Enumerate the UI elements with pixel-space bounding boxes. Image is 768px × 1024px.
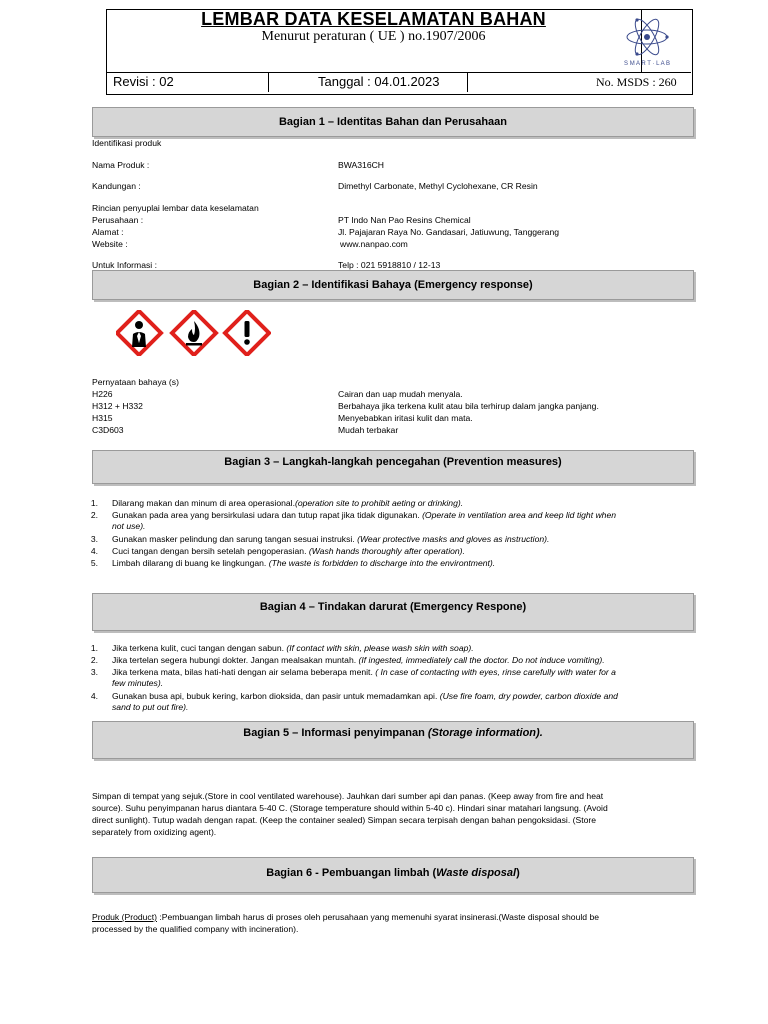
item-translation: (If ingested, immediately call the doctor. Do not induce vomiting). bbox=[358, 655, 605, 665]
item-number: 1. bbox=[90, 643, 98, 653]
section-5-title: Bagian 5 – Informasi penyimpanan bbox=[243, 727, 428, 739]
section-1-heading: Bagian 1 – Identitas Bahan dan Perusahaan bbox=[92, 107, 694, 137]
exclamation-icon bbox=[225, 311, 269, 355]
item-text: Jika terkena kulit, cuci tangan dengan sabun. bbox=[112, 643, 284, 653]
section-6-title-close: ) bbox=[516, 867, 520, 879]
item-translation: (If contact with skin, please wash skin with soap). bbox=[286, 643, 474, 653]
item-translation: (Operate in ventilation area and keep lid tight when bbox=[422, 510, 617, 520]
website-link[interactable]: www.nanpao.com bbox=[340, 239, 408, 249]
flammable-icon bbox=[172, 311, 216, 355]
list-item bbox=[84, 558, 684, 570]
section-6-title-english: Waste disposal bbox=[436, 867, 517, 879]
storage-line: separately from oxidizing agent). bbox=[92, 827, 217, 837]
svg-text:S M A R T · L A B: S M A R T · L A B bbox=[624, 61, 670, 67]
msds-number: No. MSDS : 260 bbox=[596, 75, 677, 89]
company-value: PT Indo Nan Pao Resins Chemical bbox=[338, 215, 471, 225]
product-identification: Identifikasi produk bbox=[92, 138, 162, 148]
item-translation: (Wear protective masks and gloves as instruction). bbox=[357, 534, 550, 544]
item-translation: ( In case of contacting with eyes, rinse carefully with water for a bbox=[375, 667, 616, 677]
item-number: 3. bbox=[90, 667, 98, 677]
date-label: Tanggal : 04.01.2023 bbox=[318, 74, 440, 89]
item-text: Jika tertelan segera hubungi dokter. Jangan mealsakan muntah. bbox=[112, 655, 357, 665]
section-3-heading: Bagian 3 – Langkah-langkah pencegahan (Prevention measures) bbox=[92, 450, 694, 484]
list-item bbox=[84, 643, 684, 655]
item-number: 1. bbox=[90, 498, 98, 508]
website-label: Website : bbox=[92, 239, 128, 249]
item-number: 2. bbox=[90, 655, 98, 665]
list-item bbox=[84, 546, 684, 558]
product-name-label: Nama Produk : bbox=[92, 160, 150, 170]
item-text: Dilarang makan dan minum di area operasional. bbox=[112, 498, 295, 508]
list-item bbox=[84, 667, 684, 691]
address-value: Jl. Pajajaran Raya No. Gandasari, Jatiuwung, Tanggerang bbox=[338, 227, 560, 237]
product-name-value: BWA316CH bbox=[338, 160, 385, 170]
item-translation-cont: sand to put out fire). bbox=[112, 702, 189, 712]
list-item bbox=[84, 534, 684, 546]
item-translation-cont: few minutes). bbox=[112, 678, 164, 688]
item-translation-cont: not use). bbox=[112, 521, 146, 531]
revision-label: Revisi : 02 bbox=[113, 74, 174, 89]
storage-line: Simpan di tempat yang sejuk.(Store in cool ventilated warehouse). Jauhkan dari sumber api dan panas. (Keep away from fire and heat bbox=[92, 791, 604, 801]
supplier-details: Rincian penyuplai lembar data keselamatan bbox=[92, 203, 259, 213]
ghs-pictograms bbox=[116, 310, 271, 356]
section-6-title: Bagian 6 - Pembuangan limbah ( bbox=[266, 867, 437, 879]
hazard-code: H315 bbox=[92, 413, 113, 423]
section-6-heading bbox=[92, 857, 694, 893]
item-text: Gunakan pada area yang bersirkulasi udara dan tutup rapat jika tidak digunakan. bbox=[112, 510, 420, 520]
item-number: 4. bbox=[90, 546, 98, 556]
emergency-list bbox=[84, 643, 684, 715]
item-number: 3. bbox=[90, 534, 98, 544]
list-item bbox=[84, 510, 684, 534]
header-row-divider bbox=[268, 72, 269, 92]
list-item bbox=[84, 498, 684, 510]
item-text: Limbah dilarang di buang ke lingkungan. bbox=[112, 558, 267, 568]
hazard-code: C3D603 bbox=[92, 425, 124, 435]
section-4-heading: Bagian 4 – Tindakan darurat (Emergency Respone) bbox=[92, 593, 694, 631]
company-label: Perusahaan : bbox=[92, 215, 144, 225]
storage-line: direct sunlight). Tutup wadah dengan rapat. (Keep the container sealed) Simpan secara terpisah dengan bahan pengoksidasi. (Store bbox=[92, 815, 597, 825]
address-label: Alamat : bbox=[92, 227, 124, 237]
storage-line: source). Suhu penyimpanan harus diantara 5-40 C. (Storage temperature should within 5-40 c). Hindari sinar matahari langsung. (Avoid bbox=[92, 803, 608, 813]
disposal-text: :Pembuangan limbah harus di proses oleh perusahaan yang memenuhi syarat insinerasi.(Waste disposal should be bbox=[156, 912, 600, 922]
disposal-line: processed by the qualified company with incineration). bbox=[92, 924, 299, 934]
item-text: Gunakan masker pelindung dan sarung tangan sesuai instruksi. bbox=[112, 534, 355, 544]
item-text: Jika terkena mata, bilas hati-hati dengan air selama beberapa menit. bbox=[112, 667, 373, 677]
smartlab-logo bbox=[618, 15, 676, 67]
item-translation: (The waste is forbidden to discharge into the environtment). bbox=[268, 558, 496, 568]
item-translation: (Use fire foam, dry powder, carbon dioxide and bbox=[439, 691, 618, 701]
item-text: Gunakan busa api, bubuk kering, karbon dioksida, dan pasir untuk memadamkan api. bbox=[112, 691, 438, 701]
content-value: Dimethyl Carbonate, Methyl Cyclohexane, CR Resin bbox=[338, 181, 538, 191]
document-subtitle: Menurut peraturan ( UE ) no.1907/2006 bbox=[261, 29, 486, 44]
header-row-divider bbox=[467, 72, 468, 92]
hazard-text: Berbahaya jika terkena kulit atau bila terhirup dalam jangka panjang. bbox=[338, 401, 599, 411]
hazard-text: Cairan dan uap mudah menyala. bbox=[338, 389, 463, 399]
document-title: LEMBAR DATA KESELAMATAN BAHAN bbox=[201, 9, 546, 29]
content-label: Kandungan : bbox=[92, 181, 141, 191]
info-phone: Telp : 021 5918810 / 12-13 bbox=[338, 260, 441, 270]
item-text: Cuci tangan dengan bersih setelah pengoperasian. bbox=[112, 546, 307, 556]
item-number: 5. bbox=[90, 558, 98, 568]
hazard-statement-label: Pernyataan bahaya (s) bbox=[92, 377, 179, 387]
product-disposal-label: Produk (Product) bbox=[92, 912, 157, 922]
list-item bbox=[84, 691, 684, 715]
item-translation: (Wash hands thoroughly after operation). bbox=[308, 546, 465, 556]
hazard-code: H226 bbox=[92, 389, 113, 399]
section-5-heading bbox=[92, 721, 694, 759]
info-label: Untuk Informasi : bbox=[92, 260, 157, 270]
hazard-code: H312 + H332 bbox=[92, 401, 143, 411]
prevention-list bbox=[84, 498, 684, 570]
list-item bbox=[84, 655, 684, 667]
item-translation: (operation site to prohibit aeting or drinking). bbox=[294, 498, 464, 508]
item-number: 2. bbox=[90, 510, 98, 520]
disposal-line bbox=[92, 911, 599, 923]
section-5-title-english: (Storage information). bbox=[427, 727, 543, 739]
section-2-heading: Bagian 2 – Identifikasi Bahaya (Emergency response) bbox=[92, 270, 694, 300]
item-number: 4. bbox=[90, 691, 98, 701]
hazard-text: Menyebabkan iritasi kulit dan mata. bbox=[338, 413, 473, 423]
hazard-text: Mudah terbakar bbox=[338, 425, 399, 435]
health-hazard-icon bbox=[117, 311, 161, 355]
